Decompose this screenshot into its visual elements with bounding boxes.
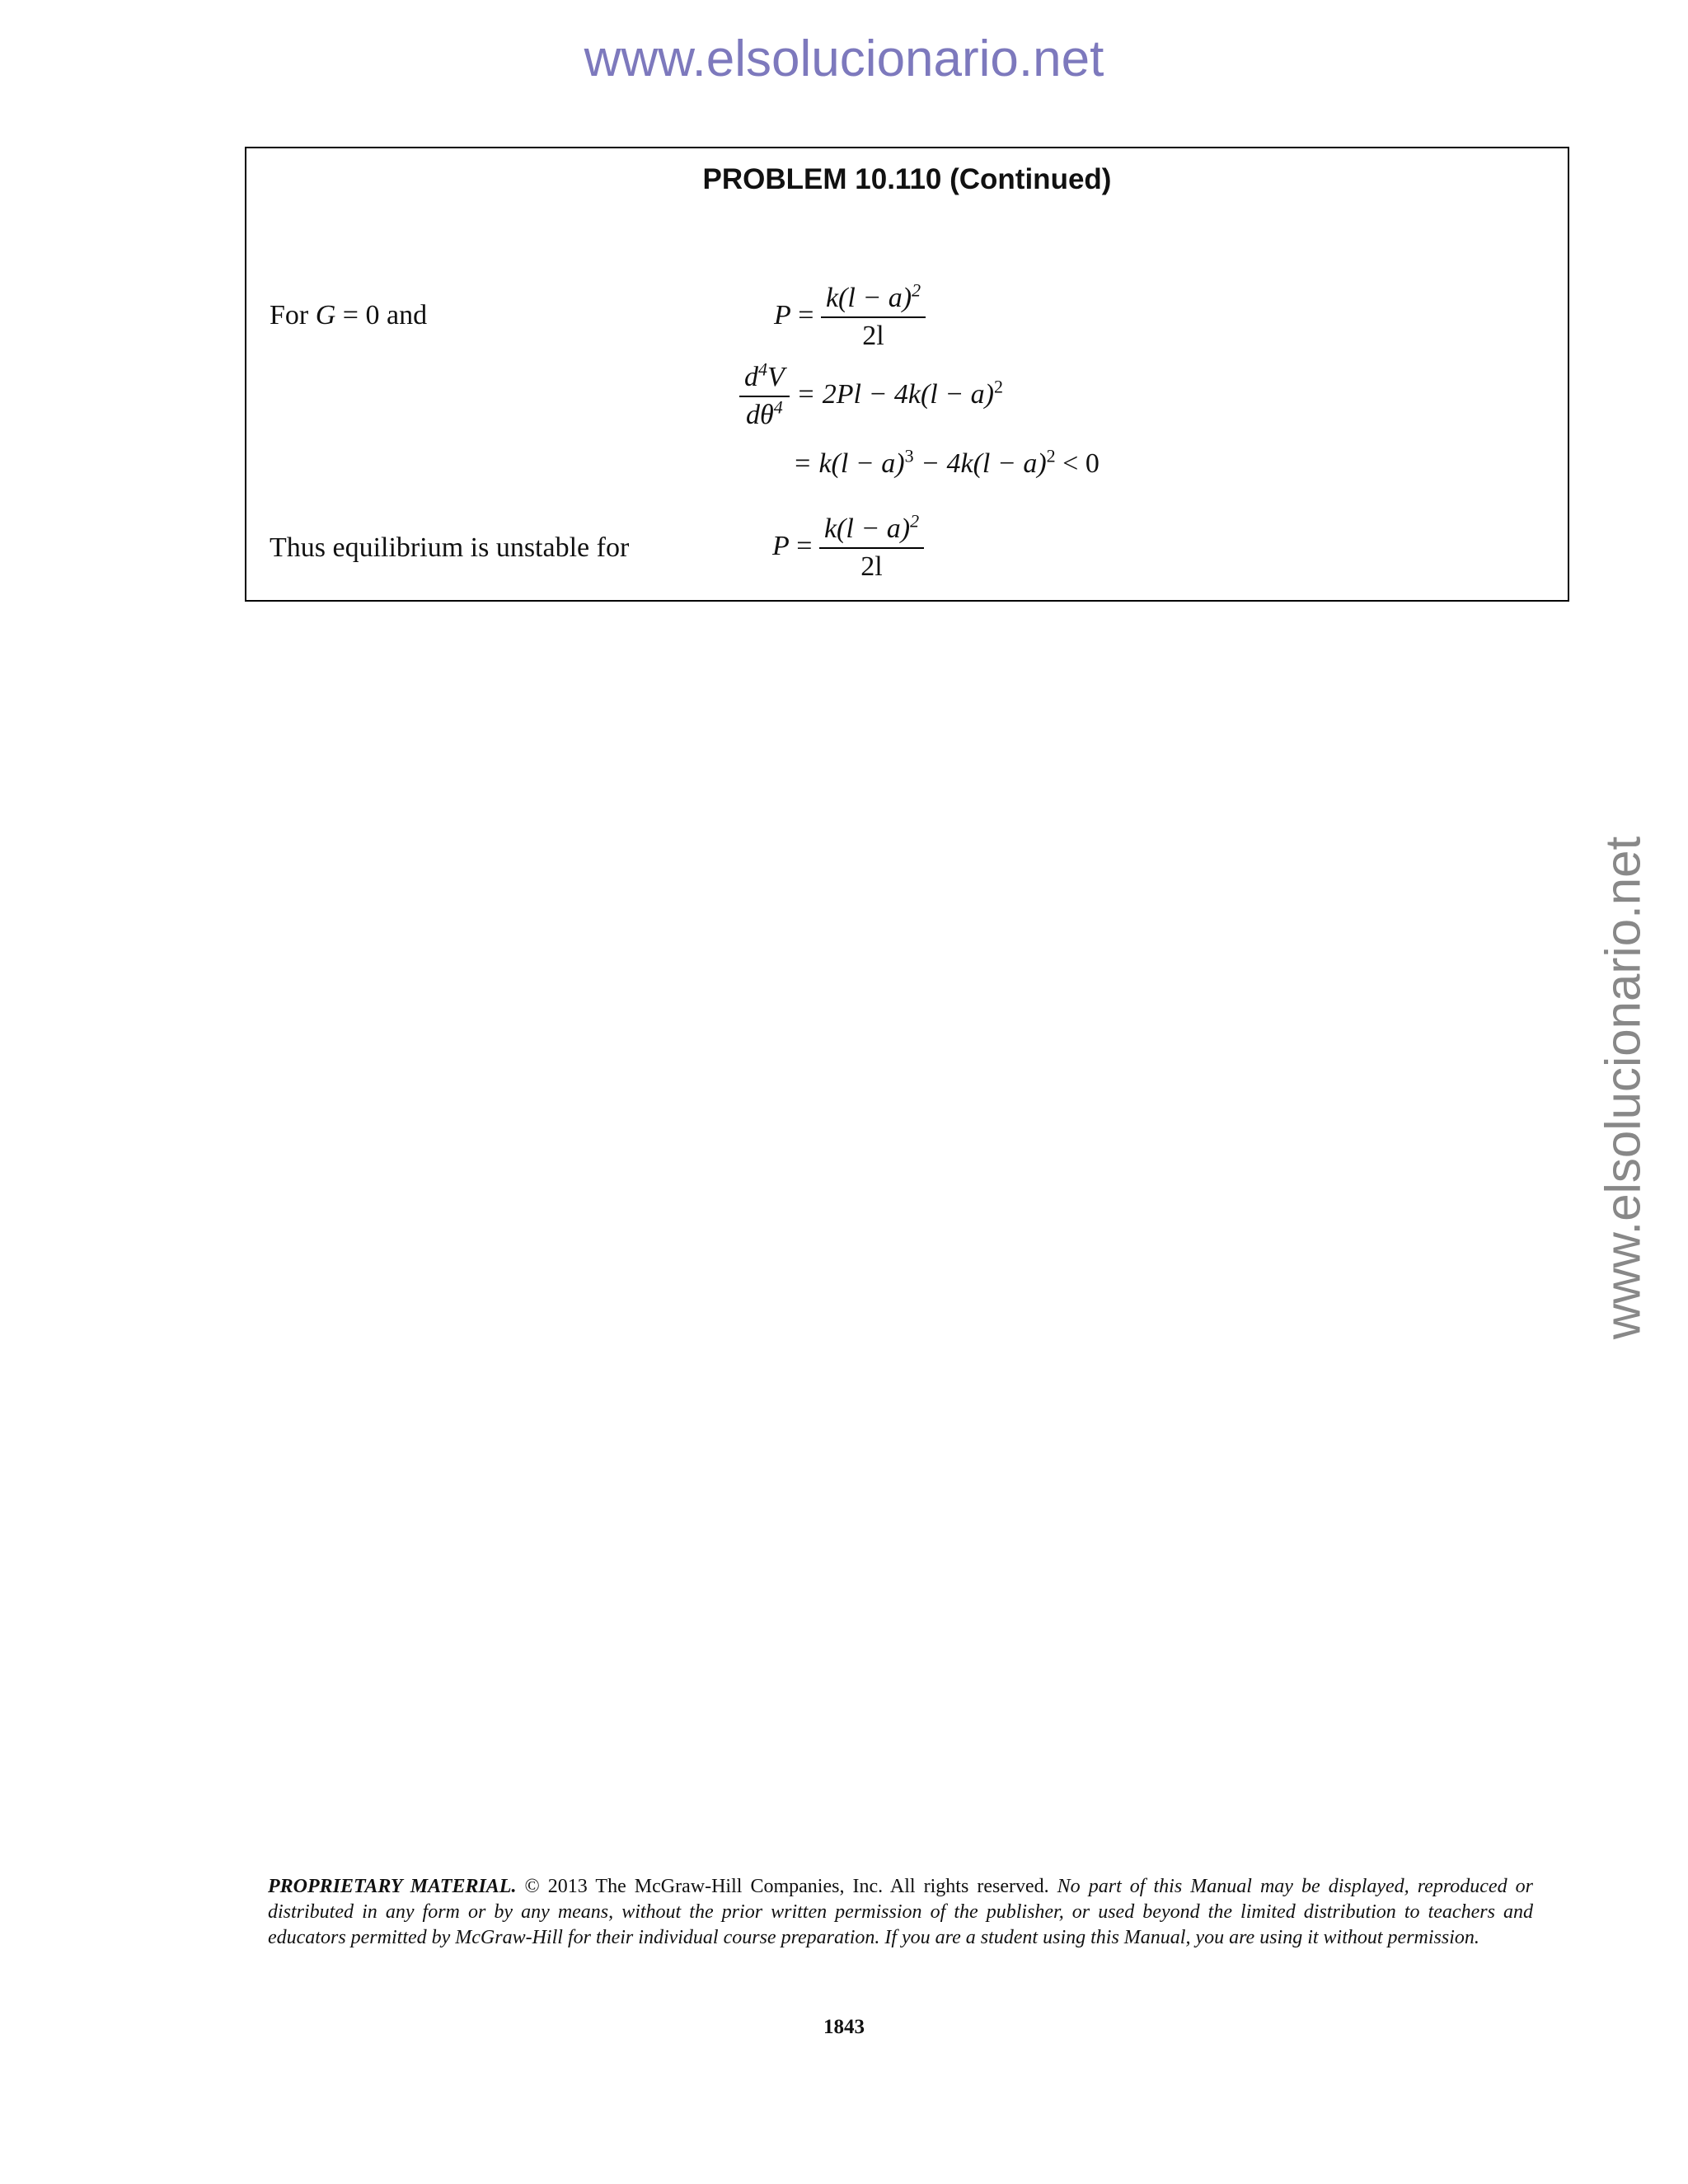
- condition-label: For G = 0 and: [270, 300, 428, 330]
- watermark-top: www.elsolucionario.net: [584, 30, 1104, 87]
- conclusion-label: Thus equilibrium is unstable for: [270, 532, 630, 563]
- equation-p-unstable: P = $\frac{k(l - a)^2}{2l}$: [772, 511, 924, 585]
- equation-p-critical: P = $\frac{k(l - a)^2}{2l}$: [774, 280, 926, 354]
- equation-fourth-derivative: $\frac{d^4V}{d\theta^4}$ = $2Pl - 4k(l - a)^2$: [739, 359, 1003, 434]
- copyright-notice: PROPRIETARY MATERIAL. © 2013 The McGraw-Hill Companies, Inc. All rights reserved. No part of this Manual may be displayed, reproduced or distributed in any form or by any means, without the prior written permission of the publisher, or used beyond the limited distribution to teachers and educators permitted by McGraw-Hill for their individual course preparation. If you are a student using this Manual, you are using it without permission.: [268, 1876, 1533, 1948]
- page-number: 1843: [823, 2016, 865, 2038]
- problem-box: [245, 147, 1569, 602]
- problem-title: PROBLEM 10.110 (Continued): [702, 163, 1112, 195]
- equation-inequality: = $k(l - a)^3 - 4k(l - a)^2 < 0$: [793, 445, 1100, 479]
- watermark-side: www.elsolucionario.net: [1595, 836, 1651, 1340]
